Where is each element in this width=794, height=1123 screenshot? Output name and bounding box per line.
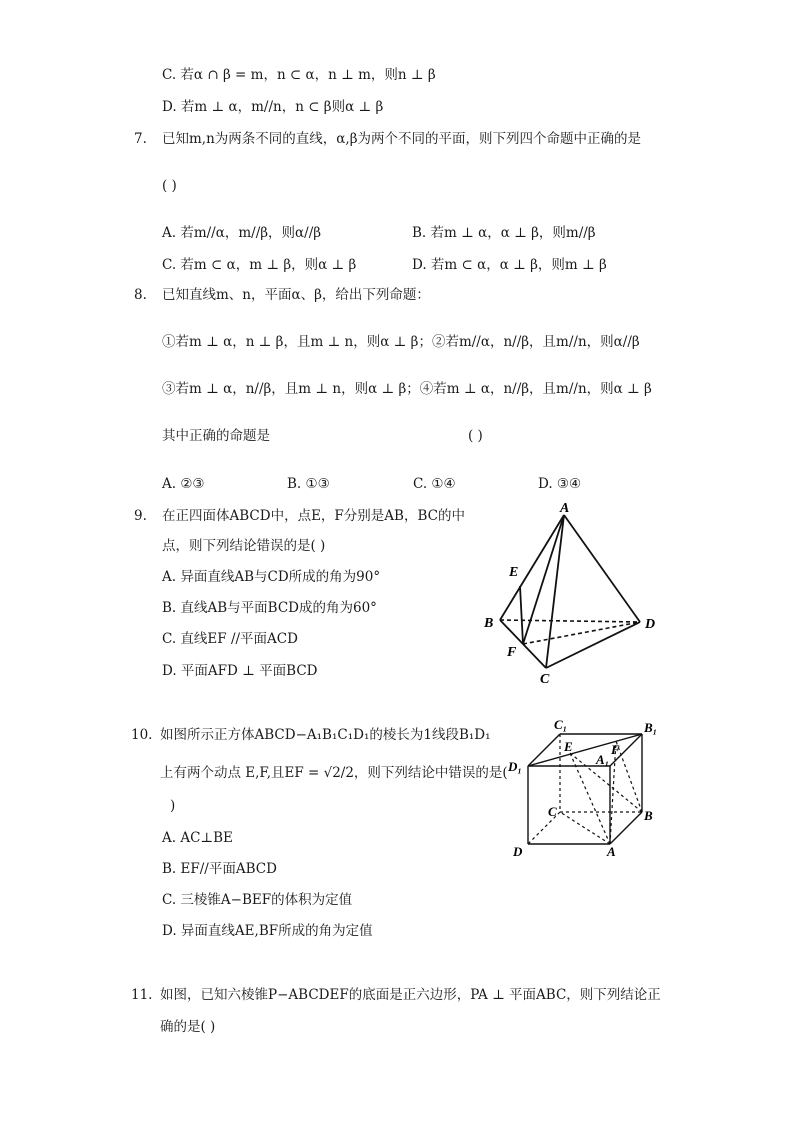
label-b: B — [484, 616, 494, 631]
q8-proposition-line-2: ③若m ⊥ α，n//β，且m ⊥ n，则α ⊥ β；④若m ⊥ α，n//β，且m//n，则α ⊥ β — [162, 381, 652, 397]
label-d1: D₁ — [508, 759, 522, 774]
edge-ad — [564, 515, 640, 622]
q9-number: 9. — [134, 508, 147, 524]
q10-option-b: B. EF//平面ABCD — [162, 861, 277, 877]
q8-stem: 已知直线m、n，平面α、β，给出下列命题： — [162, 287, 430, 303]
label-e: E — [564, 739, 573, 754]
q9-option-a: A. 异面直线AB与CD所成的角为90° — [162, 569, 381, 585]
q6-option-d: D. 若m ⊥ α，m//n，n ⊂ β则α ⊥ β — [162, 99, 384, 115]
q8-number: 8. — [134, 287, 147, 303]
q7-bracket: ( ) — [162, 178, 177, 194]
label-c: C — [548, 804, 557, 819]
q8-option-a: A. ②③ — [162, 476, 205, 492]
segment-fd-hidden — [523, 622, 640, 644]
q9-option-b: B. 直线AB与平面BCD成的角为60° — [162, 600, 377, 616]
q11-stem-line-2: 确的是( ) — [160, 1019, 216, 1035]
label-f: F — [611, 742, 620, 757]
q9-option-d: D. 平面AFD ⊥ 平面BCD — [162, 663, 318, 679]
label-c1: C₁ — [554, 717, 568, 732]
label-f: F — [507, 645, 517, 660]
q11-number: 11. — [131, 987, 153, 1003]
q10-stem-line-3: ) — [170, 798, 176, 814]
label-b: B — [644, 808, 653, 823]
q10-option-c: C. 三棱锥A−BEF的体积为定值 — [162, 892, 353, 908]
q10-number: 10. — [131, 727, 153, 743]
q8-option-b: B. ①③ — [287, 476, 330, 492]
q7-stem: 已知m,n为两条不同的直线，α,β为两个不同的平面，则下列四个命题中正确的是 — [162, 131, 641, 147]
label-b1: B₁ — [644, 720, 658, 735]
q10-option-a: A. AC⊥BE — [162, 830, 233, 846]
q7-number: 7. — [134, 131, 147, 147]
cube-figure — [504, 712, 664, 862]
label-e: E — [509, 565, 519, 580]
q10-stem-line-1: 如图所示正方体ABCD−A₁B₁C₁D₁的棱长为1线段B₁D₁ — [160, 727, 491, 743]
edge-ac — [546, 515, 564, 668]
tetrahedron-figure — [476, 498, 676, 690]
q7-option-c: C. 若m ⊂ α，m ⊥ β，则α ⊥ β — [162, 257, 357, 273]
q8-question-tail: 其中正确的命题是 — [162, 428, 270, 444]
q8-option-d: D. ③④ — [538, 476, 582, 492]
q7-option-d: D. 若m ⊂ α，α ⊥ β，则m ⊥ β — [412, 257, 607, 273]
q8-bracket: ( ) — [468, 428, 483, 444]
q10-stem-line-2: 上有两个动点 E,F,且EF = √2/2，则下列结论中错误的是( — [160, 765, 508, 781]
q9-stem-line-2: 点，则下列结论错误的是( ) — [162, 538, 326, 554]
label-c: C — [540, 672, 550, 687]
segment-ac-hidden — [560, 812, 610, 844]
q9-option-c: C. 直线EF //平面ACD — [162, 631, 298, 647]
q11-stem-line-1: 如图，已知六棱锥P−ABCDEF的底面是正六边形，PA ⊥ 平面ABC，则下列结论正 — [160, 987, 661, 1003]
label-d: D — [645, 617, 656, 632]
q8-option-c: C. ①④ — [413, 476, 456, 492]
diagonal-b1d1 — [528, 734, 642, 766]
label-a1: A₁ — [596, 752, 610, 767]
segment-ef — [520, 586, 523, 644]
q7-option-a: A. 若m//α，m//β，则α//β — [162, 225, 322, 241]
edge-cd — [546, 622, 640, 668]
q7-option-b: B. 若m ⊥ α，α ⊥ β，则m//β — [412, 225, 596, 241]
label-a: A — [607, 844, 616, 859]
q9-stem-line-1: 在正四面体ABCD中，点E，F分别是AB，BC的中 — [162, 508, 465, 524]
q6-option-c: C. 若α ∩ β = m，n ⊂ α，n ⊥ m，则n ⊥ β — [162, 67, 436, 83]
q8-proposition-line-1: ①若m ⊥ α，n ⊥ β，且m ⊥ n，则α ⊥ β；②若m//α，n//β，且m//n，则α//β — [162, 334, 640, 350]
segment-af — [523, 515, 564, 644]
label-d: D — [513, 844, 523, 859]
label-a: A — [560, 501, 570, 516]
segment-bf-hidden — [616, 741, 642, 812]
q10-option-d: D. 异面直线AE,BF所成的角为定值 — [162, 923, 373, 939]
